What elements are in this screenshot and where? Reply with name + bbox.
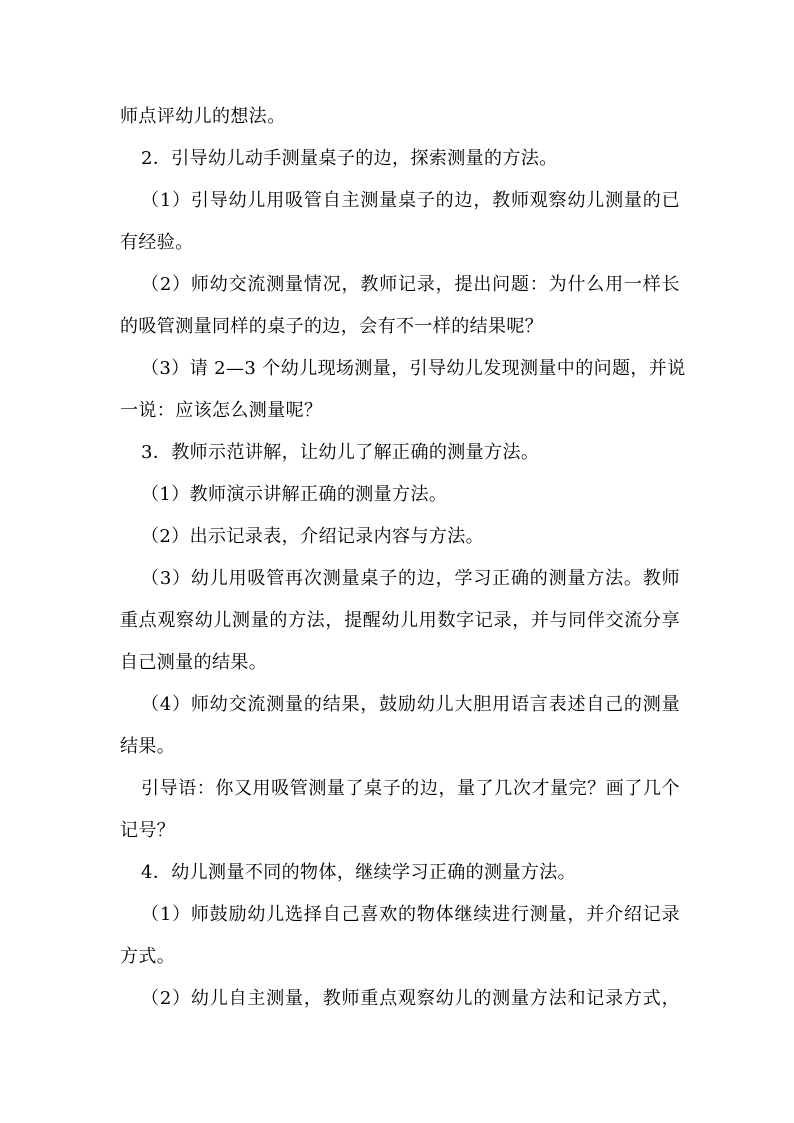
text-line: 的吸管测量同样的桌子的边，会有不一样的结果呢？ — [120, 316, 544, 337]
text-line: （1）教师演示讲解正确的测量方法。 — [141, 484, 448, 505]
text-line: 自己测量的结果。 — [120, 652, 268, 673]
text-line: （4）师幼交流测量的结果，鼓励幼儿大胆用语言表述自己的测量 — [141, 694, 680, 715]
text-line: （2）师幼交流测量情况，教师记录，提出问题：为什么用一样长 — [141, 274, 680, 295]
text-line: 引导语：你又用吸管测量了桌子的边，量了几次才量完？画了几个 — [141, 778, 680, 799]
text-line: 师点评幼儿的想法。 — [120, 106, 286, 127]
section-heading: 2．引导幼儿动手测量桌子的边，探索测量的方法。 — [141, 148, 558, 169]
text-line: （1）引导幼儿用吸管自主测量桌子的边，教师观察幼儿测量的已 — [141, 190, 680, 211]
text-line: （3）幼儿用吸管再次测量桌子的边，学习正确的测量方法。教师 — [141, 568, 680, 589]
text-line: 方式。 — [120, 946, 176, 967]
text-line: 重点观察幼儿测量的方法，提醒幼儿用数字记录，并与同伴交流分享 — [120, 610, 680, 631]
text-line: 结果。 — [120, 736, 176, 757]
text-line: （2）出示记录表，介绍记录内容与方法。 — [141, 526, 485, 547]
section-heading: 3．教师示范讲解，让幼儿了解正确的测量方法。 — [141, 442, 540, 463]
text-line: 有经验。 — [120, 232, 194, 253]
text-line: （1）师鼓励幼儿选择自己喜欢的物体继续进行测量，并介绍记录 — [141, 904, 680, 925]
section-heading: 4．幼儿测量不同的物体，继续学习正确的测量方法。 — [141, 862, 577, 883]
text-line: （3）请 2—3 个幼儿现场测量，引导幼儿发现测量中的问题，并说 — [141, 358, 686, 379]
text-line: 一说：应该怎么测量呢？ — [120, 400, 323, 421]
text-line: 记号？ — [120, 820, 176, 841]
text-line: （2）幼儿自主测量，教师重点观察幼儿的测量方法和记录方式， — [141, 988, 680, 1009]
